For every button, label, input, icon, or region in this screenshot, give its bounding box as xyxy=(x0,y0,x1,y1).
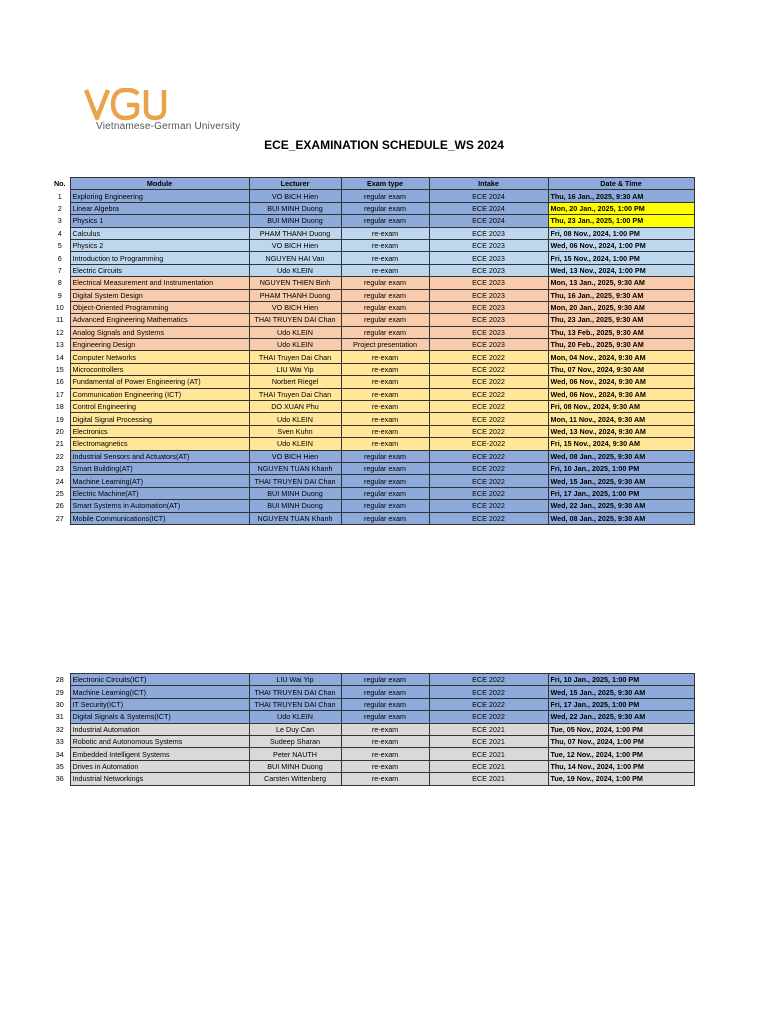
lecturer-cell: VO BICH Hien xyxy=(249,450,341,462)
exam-type-cell: regular exam xyxy=(341,289,429,301)
module-cell: Electromagnetics xyxy=(70,438,249,450)
lecturer-cell: VO BICH Hien xyxy=(249,190,341,202)
col-header-exam-type: Exam type xyxy=(341,178,429,190)
table-row xyxy=(50,401,694,413)
table-row xyxy=(50,487,694,499)
exam-type-cell: regular exam xyxy=(341,711,429,723)
lecturer-cell: Carsten Wittenberg xyxy=(249,773,341,785)
exam-type-cell: re-exam xyxy=(341,363,429,375)
lecturer-cell: Udo KLEIN xyxy=(249,264,341,276)
page-title: ECE_EXAMINATION SCHEDULE_WS 2024 xyxy=(264,138,504,152)
table-row xyxy=(50,314,694,326)
lecturer-cell: VO BICH Hien xyxy=(249,301,341,313)
schedule-table-part1 xyxy=(50,177,695,525)
table-row xyxy=(50,674,694,686)
datetime-cell: Fri, 08 Nov., 2024, 9:30 AM xyxy=(548,401,694,413)
col-header-lecturer: Lecturer xyxy=(249,178,341,190)
lecturer-cell: NGUYEN TUAN Khanh xyxy=(249,462,341,474)
intake-cell: ECE 2022 xyxy=(429,450,548,462)
datetime-cell: Thu, 20 Feb., 2025, 9:30 AM xyxy=(548,339,694,351)
intake-cell: ECE 2022 xyxy=(429,512,548,524)
exam-type-cell: regular exam xyxy=(341,674,429,686)
table-row xyxy=(50,475,694,487)
intake-cell: ECE 2022 xyxy=(429,425,548,437)
row-number: 7 xyxy=(50,264,70,276)
module-cell: Electronic Circuits(ICT) xyxy=(70,674,249,686)
datetime-cell: Wed, 15 Jan., 2025, 9:30 AM xyxy=(548,686,694,698)
lecturer-cell: Peter NAUTH xyxy=(249,748,341,760)
row-number: 23 xyxy=(50,462,70,474)
intake-cell: ECE 2022 xyxy=(429,686,548,698)
table-row xyxy=(50,227,694,239)
datetime-cell: Tue, 19 Nov., 2024, 1:00 PM xyxy=(548,773,694,785)
datetime-cell: Fri, 15 Nov., 2024, 9:30 AM xyxy=(548,438,694,450)
module-cell: Communication Engineering (ICT) xyxy=(70,388,249,400)
module-cell: Robotic and Autonomous Systems xyxy=(70,735,249,747)
module-cell: Introduction to Programming xyxy=(70,252,249,264)
datetime-cell: Fri, 10 Jan., 2025, 1:00 PM xyxy=(548,462,694,474)
intake-cell: ECE 2021 xyxy=(429,748,548,760)
row-number: 11 xyxy=(50,314,70,326)
datetime-cell: Tue, 05 Nov., 2024, 1:00 PM xyxy=(548,723,694,735)
module-cell: Electric Circuits xyxy=(70,264,249,276)
row-number: 16 xyxy=(50,376,70,388)
exam-type-cell: regular exam xyxy=(341,314,429,326)
module-cell: Analog Signals and Systems xyxy=(70,326,249,338)
exam-type-cell: re-exam xyxy=(341,760,429,772)
row-number: 29 xyxy=(50,686,70,698)
table-row xyxy=(50,289,694,301)
table-row xyxy=(50,239,694,251)
datetime-cell: Thu, 13 Feb., 2025, 9:30 AM xyxy=(548,326,694,338)
table-row xyxy=(50,773,694,785)
row-number: 15 xyxy=(50,363,70,375)
intake-cell: ECE 2021 xyxy=(429,735,548,747)
row-number: 21 xyxy=(50,438,70,450)
module-cell: Physics 2 xyxy=(70,239,249,251)
module-cell: Calculus xyxy=(70,227,249,239)
row-number: 6 xyxy=(50,252,70,264)
module-cell: Fundamental of Power Engineering (AT) xyxy=(70,376,249,388)
exam-type-cell: regular exam xyxy=(341,462,429,474)
row-number: 10 xyxy=(50,301,70,313)
row-number: 26 xyxy=(50,500,70,512)
datetime-cell: Wed, 08 Jan., 2025, 9:30 AM xyxy=(548,450,694,462)
module-cell: Machine Learning(ICT) xyxy=(70,686,249,698)
module-cell: Electric Machine(AT) xyxy=(70,487,249,499)
lecturer-cell: THAI Truyen Dai Chan xyxy=(249,388,341,400)
lecturer-cell: THAI TRUYEN DAI Chan xyxy=(249,686,341,698)
col-header-no: No. xyxy=(50,178,70,190)
intake-cell: ECE 2022 xyxy=(429,711,548,723)
table-row xyxy=(50,723,694,735)
exam-type-cell: re-exam xyxy=(341,351,429,363)
lecturer-cell: NGUYEN TUAN Khanh xyxy=(249,512,341,524)
exam-type-cell: regular exam xyxy=(341,301,429,313)
table-row xyxy=(50,425,694,437)
table-header-row xyxy=(50,178,694,190)
lecturer-cell: Udo KLEIN xyxy=(249,711,341,723)
exam-type-cell: re-exam xyxy=(341,773,429,785)
exam-type-cell: re-exam xyxy=(341,264,429,276)
table-row xyxy=(50,190,694,202)
table-row xyxy=(50,748,694,760)
intake-cell: ECE 2023 xyxy=(429,326,548,338)
datetime-cell: Thu, 07 Nov., 2024, 9:30 AM xyxy=(548,363,694,375)
exam-type-cell: re-exam xyxy=(341,239,429,251)
intake-cell: ECE 2023 xyxy=(429,314,548,326)
lecturer-cell: PHAM THANH Duong xyxy=(249,227,341,239)
lecturer-cell: THAI TRUYEN DAI Chan xyxy=(249,314,341,326)
intake-cell: ECE 2022 xyxy=(429,388,548,400)
lecturer-cell: LIU Wai Yip xyxy=(249,674,341,686)
datetime-cell: Fri, 17 Jan., 2025, 1:00 PM xyxy=(548,698,694,710)
col-header-intake: Intake xyxy=(429,178,548,190)
datetime-cell: Wed, 08 Jan., 2025, 9:30 AM xyxy=(548,512,694,524)
table-row xyxy=(50,277,694,289)
intake-cell: ECE 2023 xyxy=(429,227,548,239)
vgu-logo xyxy=(84,88,274,138)
exam-type-cell: re-exam xyxy=(341,227,429,239)
lecturer-cell: Sven Kuhn xyxy=(249,425,341,437)
lecturer-cell: Udo KLEIN xyxy=(249,326,341,338)
lecturer-cell: PHAM THANH Duong xyxy=(249,289,341,301)
module-cell: Drives in Automation xyxy=(70,760,249,772)
exam-type-cell: re-exam xyxy=(341,388,429,400)
intake-cell: ECE 2022 xyxy=(429,363,548,375)
lecturer-cell: BUI MINH Duong xyxy=(249,215,341,227)
intake-cell: ECE 2021 xyxy=(429,723,548,735)
intake-cell: ECE 2023 xyxy=(429,339,548,351)
module-cell: Smart Systems in Automation(AT) xyxy=(70,500,249,512)
datetime-cell: Wed, 06 Nov., 2024, 9:30 AM xyxy=(548,388,694,400)
module-cell: Microcontrollers xyxy=(70,363,249,375)
module-cell: Linear Algebra xyxy=(70,202,249,214)
module-cell: Embedded Intelligent Systems xyxy=(70,748,249,760)
module-cell: Digital System Design xyxy=(70,289,249,301)
intake-cell: ECE 2022 xyxy=(429,376,548,388)
row-number: 8 xyxy=(50,277,70,289)
datetime-cell: Wed, 22 Jan., 2025, 9:30 AM xyxy=(548,500,694,512)
row-number: 28 xyxy=(50,674,70,686)
exam-type-cell: regular exam xyxy=(341,450,429,462)
row-number: 20 xyxy=(50,425,70,437)
row-number: 9 xyxy=(50,289,70,301)
table-row xyxy=(50,512,694,524)
lecturer-cell: BUI MINH Duong xyxy=(249,202,341,214)
intake-cell: ECE 2023 xyxy=(429,239,548,251)
table-row xyxy=(50,376,694,388)
datetime-cell: Thu, 16 Jan., 2025, 9:30 AM xyxy=(548,289,694,301)
row-number: 12 xyxy=(50,326,70,338)
table-row xyxy=(50,351,694,363)
exam-type-cell: regular exam xyxy=(341,277,429,289)
table-row xyxy=(50,711,694,723)
module-cell: Smart Building(AT) xyxy=(70,462,249,474)
datetime-cell: Thu, 14 Nov., 2024, 1:00 PM xyxy=(548,760,694,772)
row-number: 22 xyxy=(50,450,70,462)
exam-type-cell: re-exam xyxy=(341,723,429,735)
row-number: 24 xyxy=(50,475,70,487)
exam-type-cell: regular exam xyxy=(341,686,429,698)
exam-type-cell: regular exam xyxy=(341,512,429,524)
lecturer-cell: VO BICH Hien xyxy=(249,239,341,251)
table-row xyxy=(50,363,694,375)
intake-cell: ECE 2024 xyxy=(429,190,548,202)
module-cell: Electronics xyxy=(70,425,249,437)
table-row xyxy=(50,326,694,338)
datetime-cell: Mon, 04 Nov., 2024, 9:30 AM xyxy=(548,351,694,363)
table-row xyxy=(50,202,694,214)
intake-cell: ECE 2022 xyxy=(429,698,548,710)
intake-cell: ECE 2023 xyxy=(429,252,548,264)
datetime-cell: Thu, 23 Jan., 2025, 1:00 PM xyxy=(548,215,694,227)
module-cell: Mobile Communications(ICT) xyxy=(70,512,249,524)
module-cell: Digital Signal Processing xyxy=(70,413,249,425)
row-number: 17 xyxy=(50,388,70,400)
module-cell: Digital Signals & Systems(ICT) xyxy=(70,711,249,723)
module-cell: Object-Oriented Programming xyxy=(70,301,249,313)
datetime-cell: Thu, 07 Nov., 2024, 1:00 PM xyxy=(548,735,694,747)
lecturer-cell: LIU Wai Yip xyxy=(249,363,341,375)
row-number: 19 xyxy=(50,413,70,425)
row-number: 4 xyxy=(50,227,70,239)
exam-type-cell: regular exam xyxy=(341,698,429,710)
datetime-cell: Fri, 08 Nov., 2024, 1:00 PM xyxy=(548,227,694,239)
exam-type-cell: re-exam xyxy=(341,413,429,425)
row-number: 2 xyxy=(50,202,70,214)
exam-type-cell: re-exam xyxy=(341,438,429,450)
exam-type-cell: regular exam xyxy=(341,326,429,338)
module-cell: Advanced Engineering Mathematics xyxy=(70,314,249,326)
col-header-module: Module xyxy=(70,178,249,190)
datetime-cell: Wed, 15 Jan., 2025, 9:30 AM xyxy=(548,475,694,487)
table-row xyxy=(50,301,694,313)
exam-type-cell: regular exam xyxy=(341,190,429,202)
row-number: 32 xyxy=(50,723,70,735)
datetime-cell: Wed, 06 Nov., 2024, 1:00 PM xyxy=(548,239,694,251)
col-header-datetime: Date & Time xyxy=(548,178,694,190)
lecturer-cell: Udo KLEIN xyxy=(249,339,341,351)
intake-cell: ECE 2022 xyxy=(429,487,548,499)
datetime-cell: Mon, 20 Jan., 2025, 9:30 AM xyxy=(548,301,694,313)
exam-type-cell: re-exam xyxy=(341,748,429,760)
row-number: 36 xyxy=(50,773,70,785)
module-cell: Industrial Automation xyxy=(70,723,249,735)
row-number: 3 xyxy=(50,215,70,227)
row-number: 18 xyxy=(50,401,70,413)
datetime-cell: Mon, 11 Nov., 2024, 9:30 AM xyxy=(548,413,694,425)
exam-type-cell: re-exam xyxy=(341,252,429,264)
exam-type-cell: regular exam xyxy=(341,475,429,487)
lecturer-cell: BUI MINH Duong xyxy=(249,487,341,499)
intake-cell: ECE 2022 xyxy=(429,674,548,686)
row-number: 25 xyxy=(50,487,70,499)
exam-type-cell: regular exam xyxy=(341,487,429,499)
intake-cell: ECE 2022 xyxy=(429,462,548,474)
intake-cell: ECE 2023 xyxy=(429,277,548,289)
lecturer-cell: NGUYEN HAI Van xyxy=(249,252,341,264)
lecturer-cell: BUI MINH Duong xyxy=(249,500,341,512)
intake-cell: ECE 2022 xyxy=(429,500,548,512)
row-number: 14 xyxy=(50,351,70,363)
table-row xyxy=(50,760,694,772)
row-number: 35 xyxy=(50,760,70,772)
lecturer-cell: Le Duy Can xyxy=(249,723,341,735)
row-number: 5 xyxy=(50,239,70,251)
lecturer-cell: BUI MINH Duong xyxy=(249,760,341,772)
intake-cell: ECE 2022 xyxy=(429,351,548,363)
row-number: 30 xyxy=(50,698,70,710)
row-number: 13 xyxy=(50,339,70,351)
datetime-cell: Thu, 16 Jan., 2025, 9:30 AM xyxy=(548,190,694,202)
university-name: Vietnamese-German University xyxy=(96,121,241,132)
intake-cell: ECE 2022 xyxy=(429,401,548,413)
module-cell: Industrial Sensors and Actuators(AT) xyxy=(70,450,249,462)
table-row xyxy=(50,252,694,264)
intake-cell: ECE 2024 xyxy=(429,202,548,214)
exam-type-cell: re-exam xyxy=(341,376,429,388)
table-row xyxy=(50,438,694,450)
intake-cell: ECE 2022 xyxy=(429,475,548,487)
exam-type-cell: re-exam xyxy=(341,735,429,747)
datetime-cell: Tue, 12 Nov., 2024, 1:00 PM xyxy=(548,748,694,760)
datetime-cell: Wed, 22 Jan., 2025, 9:30 AM xyxy=(548,711,694,723)
module-cell: Physics 1 xyxy=(70,215,249,227)
table-row xyxy=(50,462,694,474)
row-number: 1 xyxy=(50,190,70,202)
exam-type-cell: re-exam xyxy=(341,401,429,413)
module-cell: Control Engineering xyxy=(70,401,249,413)
module-cell: Machine Learning(AT) xyxy=(70,475,249,487)
row-number: 34 xyxy=(50,748,70,760)
table-row xyxy=(50,264,694,276)
table-row xyxy=(50,339,694,351)
module-cell: Computer Networks xyxy=(70,351,249,363)
datetime-cell: Mon, 13 Jan., 2025, 9:30 AM xyxy=(548,277,694,289)
module-cell: IT Security(ICT) xyxy=(70,698,249,710)
datetime-cell: Fri, 10 Jan., 2025, 1:00 PM xyxy=(548,674,694,686)
exam-type-cell: re-exam xyxy=(341,425,429,437)
intake-cell: ECE 2023 xyxy=(429,264,548,276)
lecturer-cell: Norbert Riegel xyxy=(249,376,341,388)
row-number: 31 xyxy=(50,711,70,723)
exam-type-cell: regular exam xyxy=(341,215,429,227)
datetime-cell: Wed, 13 Nov., 2024, 1:00 PM xyxy=(548,264,694,276)
intake-cell: ECE 2023 xyxy=(429,301,548,313)
intake-cell: ECE 2022 xyxy=(429,413,548,425)
intake-cell: ECE 2023 xyxy=(429,289,548,301)
vgu-logo-mark xyxy=(84,88,174,122)
lecturer-cell: Udo KLEIN xyxy=(249,413,341,425)
lecturer-cell: THAI TRUYEN DAI Chan xyxy=(249,475,341,487)
row-number: 33 xyxy=(50,735,70,747)
table-row xyxy=(50,450,694,462)
table-row xyxy=(50,413,694,425)
lecturer-cell: THAI TRUYEN DAI Chan xyxy=(249,698,341,710)
exam-type-cell: Project presentation xyxy=(341,339,429,351)
exam-type-cell: regular exam xyxy=(341,500,429,512)
module-cell: Electrical Measurement and Instrumentation xyxy=(70,277,249,289)
table-row xyxy=(50,686,694,698)
intake-cell: ECE 2024 xyxy=(429,215,548,227)
row-number: 27 xyxy=(50,512,70,524)
table-row xyxy=(50,500,694,512)
lecturer-cell: THAI Truyen Dai Chan xyxy=(249,351,341,363)
table-row xyxy=(50,215,694,227)
table-row xyxy=(50,698,694,710)
exam-type-cell: regular exam xyxy=(341,202,429,214)
lecturer-cell: NGUYEN THIEN Binh xyxy=(249,277,341,289)
intake-cell: ECE 2021 xyxy=(429,760,548,772)
datetime-cell: Wed, 06 Nov., 2024, 9:30 AM xyxy=(548,376,694,388)
module-cell: Engineering Design xyxy=(70,339,249,351)
module-cell: Exploring Engineering xyxy=(70,190,249,202)
datetime-cell: Mon, 20 Jan., 2025, 1:00 PM xyxy=(548,202,694,214)
intake-cell: ECE 2021 xyxy=(429,773,548,785)
intake-cell: ECE-2022 xyxy=(429,438,548,450)
lecturer-cell: Sudeep Sharan xyxy=(249,735,341,747)
table-row xyxy=(50,735,694,747)
table-row xyxy=(50,388,694,400)
datetime-cell: Fri, 15 Nov., 2024, 1:00 PM xyxy=(548,252,694,264)
datetime-cell: Fri, 17 Jan., 2025, 1:00 PM xyxy=(548,487,694,499)
datetime-cell: Thu, 23 Jan., 2025, 9:30 AM xyxy=(548,314,694,326)
schedule-table-part2 xyxy=(50,673,695,786)
datetime-cell: Wed, 13 Nov., 2024, 9:30 AM xyxy=(548,425,694,437)
lecturer-cell: Udo KLEIN xyxy=(249,438,341,450)
lecturer-cell: DO XUAN Phu xyxy=(249,401,341,413)
module-cell: Industrial Networkings xyxy=(70,773,249,785)
